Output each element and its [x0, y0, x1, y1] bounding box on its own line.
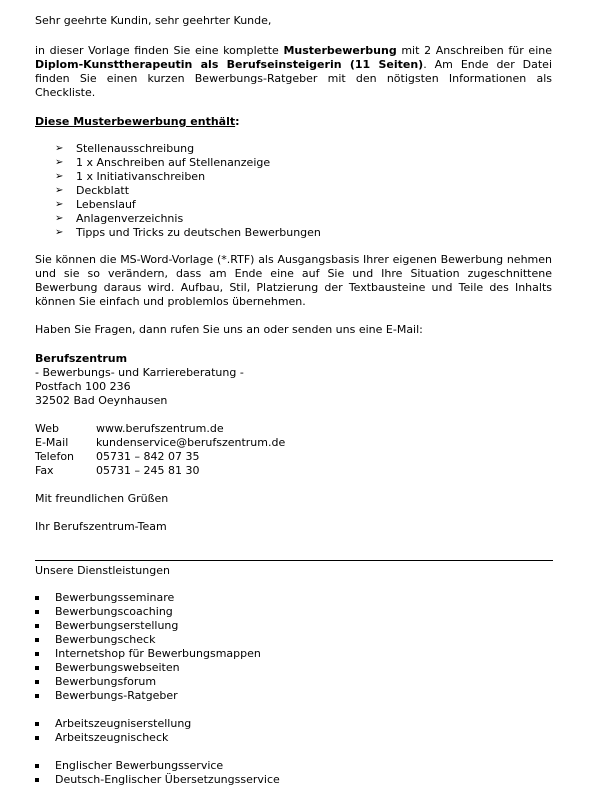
contact-label-fax: Fax [35, 464, 54, 477]
arrow-bullet-icon: ➢ [55, 227, 64, 238]
questions-line: Haben Sie Fragen, dann rufen Sie uns an oder senden uns eine E-Mail: [35, 323, 423, 336]
list-item: ➢ Lebenslauf [55, 198, 136, 211]
closing: Mit freundlichen Grüßen [35, 492, 169, 505]
list-item: ➢ Deckblatt [55, 184, 130, 197]
contact-label-phone: Telefon [35, 450, 75, 463]
square-bullet-icon [35, 722, 39, 726]
list-item: Bewerbungscoaching [55, 605, 173, 619]
contents-heading [35, 115, 240, 129]
intro-text-1: in dieser Vorlage finden Sie eine komplette [35, 44, 284, 57]
arrow-bullet-icon: ➢ [55, 143, 64, 154]
square-bullet-icon [35, 778, 39, 782]
arrow-bullet-icon: ➢ [55, 185, 64, 196]
list-item: Bewerbungsseminare [55, 591, 174, 605]
contact-label-email: E-Mail [35, 436, 69, 449]
intro-bold-2: Diplom-Kunsttherapeutin als Berufseinsteigerin (11 Seiten) [35, 58, 424, 71]
contents-heading-colon: : [235, 115, 240, 128]
services-heading: Unsere Dienstleistungen [35, 564, 170, 577]
greeting: Sehr geehrte Kundin, sehr geehrter Kunde, [35, 14, 272, 27]
list-item: ➢ Anlagenverzeichnis [55, 212, 184, 225]
list-item: Bewerbungsforum [55, 675, 156, 689]
square-bullet-icon [35, 638, 39, 642]
contents-heading-text: Diese Musterbewerbung enthält [35, 115, 236, 128]
intro-text-3: . Am Ende der Datei finden Sie einen kurzen Bewerbungs-Ratgeber mit den nötigsten Informationen als Checkliste. [35, 58, 553, 99]
list-item: ➢ 1 x Initiativanschreiben [55, 170, 206, 183]
square-bullet-icon [35, 652, 39, 656]
contact-value-web[interactable]: www.berufszentrum.de [96, 422, 224, 435]
contact-value-fax: 05731 – 245 81 30 [96, 464, 200, 477]
company-subtitle: - Bewerbungs- und Karriereberatung - [35, 366, 244, 379]
square-bullet-icon [35, 736, 39, 740]
square-bullet-icon [35, 764, 39, 768]
signature: Ihr Berufszentrum-Team [35, 520, 167, 533]
intro-bold-1: Musterbewerbung [283, 44, 397, 57]
square-bullet-icon [35, 596, 39, 600]
list-item: ➢ Tipps und Tricks zu deutschen Bewerbungen [55, 226, 321, 239]
arrow-bullet-icon: ➢ [55, 171, 64, 182]
usage-paragraph: Sie können die MS-Word-Vorlage (*.RTF) als Ausgangsbasis Ihrer eigenen Bewerbung nehmen und sie so verändern, dass am Ende eine auf Sie und Ihre Situation zugeschnittene Bewerbung daraus wird. Aufbau, Stil, Platzierung der Textbausteine und Teile des Inhalts können Sie einfach und problemlos übernehmen. [35, 253, 552, 308]
list-item: Englischer Bewerbungsservice [55, 759, 223, 773]
square-bullet-icon [35, 610, 39, 614]
list-item: Bewerbungswebseiten [55, 661, 180, 675]
list-item: Arbeitszeugniserstellung [55, 717, 191, 731]
company-name: Berufszentrum [35, 352, 128, 365]
list-item: Bewerbungscheck [55, 633, 155, 647]
contact-value-phone: 05731 – 842 07 35 [96, 450, 200, 463]
company-street: Postfach 100 236 [35, 380, 131, 393]
list-item: ➢ 1 x Anschreiben auf Stellenanzeige [55, 156, 271, 169]
list-item: Bewerbungserstellung [55, 619, 178, 633]
divider-line [35, 560, 553, 561]
square-bullet-icon [35, 666, 39, 670]
company-city: 32502 Bad Oeynhausen [35, 394, 168, 407]
square-bullet-icon [35, 694, 39, 698]
arrow-bullet-icon: ➢ [55, 157, 64, 168]
square-bullet-icon [35, 624, 39, 628]
intro-text-2: mit 2 Anschreiben für eine [396, 44, 552, 57]
list-item: Bewerbungs-Ratgeber [55, 689, 178, 703]
list-item: Deutsch-Englischer Übersetzungsservice [55, 773, 280, 787]
list-item: ➢ Stellenausschreibung [55, 142, 195, 155]
contact-label-web: Web [35, 422, 59, 435]
contact-value-email[interactable]: kundenservice@berufszentrum.de [96, 436, 286, 449]
arrow-bullet-icon: ➢ [55, 213, 64, 224]
list-item: Internetshop für Bewerbungsmappen [55, 647, 261, 661]
intro-paragraph [35, 44, 552, 100]
arrow-bullet-icon: ➢ [55, 199, 64, 210]
square-bullet-icon [35, 680, 39, 684]
list-item: Arbeitszeugnischeck [55, 731, 168, 745]
